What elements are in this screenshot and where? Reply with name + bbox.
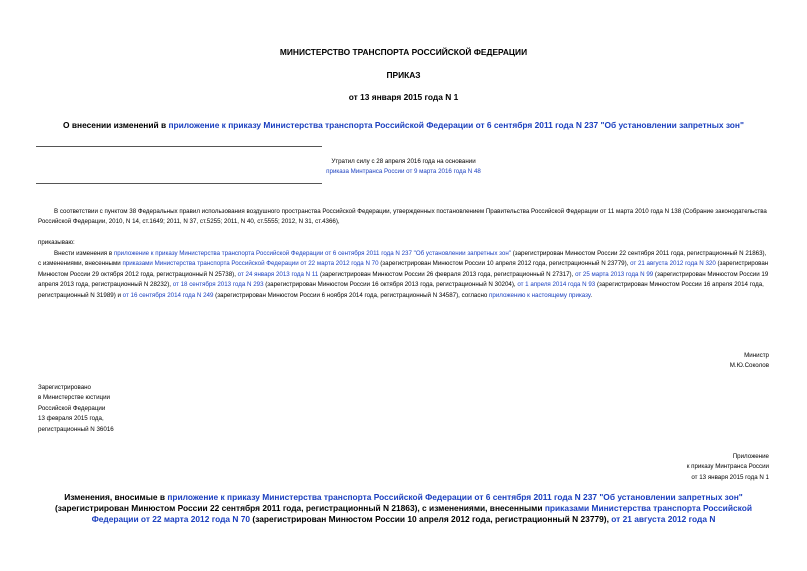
- link-order-293[interactable]: от 18 сентября 2013 года N 293: [172, 281, 264, 289]
- doc-date-heading: от 13 января 2015 года N 1: [348, 92, 459, 102]
- text-segment: (зарегистрирован Минюстом России 10 апреля 2012 года, регистрационный N 23779),: [250, 514, 612, 524]
- link-order-237[interactable]: приложение к приказу Министерства транспорта Российской Федерации от 6 сентября 2011 года N 237 "Об установлении запретных зон": [167, 492, 743, 502]
- status-line: Утратил силу с 28 апреля 2016 года на основании: [331, 158, 476, 165]
- doc-type-heading: ПРИКАЗ: [386, 70, 421, 80]
- signature-position: Министр: [744, 352, 769, 359]
- link-order-249[interactable]: от 16 сентября 2014 года N 249: [122, 291, 214, 299]
- registration-line: 13 февраля 2015 года,: [38, 415, 104, 423]
- preamble-paragraph: В соответствии с пунктом 38 Федеральных правил использования воздушного пространства Российской Федерации, утвержденных постановлением Правительства Российской Федерации от 11 марта 2010 года N 138 (Собрание законодательства Российской Федерации, 2010, N 14, ст.1649; 2011, N 37, ст.5255; 2011, N 40, ст.5555; 2012, N 31, ст.4366),: [38, 208, 767, 226]
- text-segment: (зарегистрирован Минюстом России 6 ноября 2014 года, регистрационный N 34587), согласно: [213, 291, 490, 299]
- ministry-heading: МИНИСТЕРСТВО ТРАНСПОРТА РОССИЙСКОЙ ФЕДЕРАЦИИ: [279, 47, 528, 57]
- text-segment: (зарегистрирован Минюстом России 22 сентября 2011 года, регистрационный N 21863), с изменениями, внесенными: [54, 503, 545, 513]
- registration-line: Российской Федерации: [38, 404, 106, 412]
- appendix-line: от 13 января 2015 года N 1: [691, 473, 769, 481]
- text-segment: (зарегистрирован Минюстом России 10 апреля 2012 года, регистрационный N 23779),: [378, 260, 631, 268]
- link-appendix[interactable]: приложению к настоящему приказу: [489, 291, 591, 299]
- link-order-11[interactable]: от 24 января 2013 года N 11: [237, 270, 319, 278]
- registration-line: в Министерстве юстиции: [38, 394, 111, 402]
- link-order-70[interactable]: приказами Министерства транспорта Российской Федерации от 22 марта 2012 года N 70: [122, 260, 379, 268]
- registration-line: Зарегистрировано: [38, 384, 91, 391]
- text-segment: (зарегистрирован Минюстом России 16 октября 2013 года, регистрационный N 30204),: [263, 281, 518, 289]
- divider-top: [36, 146, 322, 147]
- signature-name: М.Ю.Соколов: [729, 362, 769, 370]
- link-order-70[interactable]: приказами Министерства транспорта Российской Федерации от 22 марта 2012 года N 70: [91, 503, 752, 524]
- appendix-line: Приложение: [732, 453, 769, 460]
- registration-line: регистрационный N 36016: [38, 425, 114, 433]
- link-order-99[interactable]: от 25 марта 2013 года N 99: [575, 270, 654, 278]
- text-segment: Внести изменения в: [54, 250, 114, 257]
- link-order-93[interactable]: от 1 апреля 2014 года N 93: [517, 281, 596, 289]
- order-title-prefix: О внесении изменений в: [63, 120, 169, 130]
- order-word: приказываю:: [38, 239, 75, 246]
- text-segment: (зарегистрирован Минюстом России 22 сентября 2011 года, регистрационный N 21863), с изменениями, внесенными: [38, 250, 767, 268]
- text-segment: (зарегистрирован Минюстом России 19 апреля 2013 года, регистрационный N 28232),: [38, 270, 769, 289]
- registration-block: [38, 383, 114, 435]
- link-order-237[interactable]: приложение к приказу Министерства транспорта Российской Федерации от 6 сентября 2011 года N 237 "Об установлении запретных зон": [113, 250, 511, 257]
- divider-bottom: [36, 183, 322, 184]
- text-segment: .: [590, 291, 593, 299]
- text-segment: (зарегистрирован Минюстом России 16 апреля 2014 года, регистрационный N 31989) и: [38, 281, 764, 299]
- appendix-line: к приказу Минтранса России: [686, 463, 769, 471]
- appendix-block: [687, 452, 769, 483]
- status-note: [0, 157, 807, 178]
- link-order-320[interactable]: от 21 августа 2012 года N 320: [630, 260, 716, 268]
- link-order-320[interactable]: от 21 августа 2012 года N: [611, 514, 716, 524]
- text-segment: (зарегистрирован Минюстом России 29 октября 2012 года, регистрационный N 25738),: [38, 260, 769, 278]
- appendix-title: [40, 492, 767, 525]
- order-paragraph: [38, 249, 770, 301]
- order-title: [0, 120, 807, 130]
- text-segment: (зарегистрирован Минюстом России 26 февраля 2013 года, регистрационный N 27317),: [318, 270, 576, 278]
- text-segment: Изменения, вносимые в: [64, 492, 168, 502]
- signature-block: [730, 351, 769, 372]
- status-link[interactable]: приказа Минтранса России от 9 марта 2016 года N 48: [326, 168, 481, 176]
- order-title-link[interactable]: приложение к приказу Министерства транспорта Российской Федерации от 6 сентября 2011 года N 237 "Об установлении запретных зон": [168, 120, 744, 130]
